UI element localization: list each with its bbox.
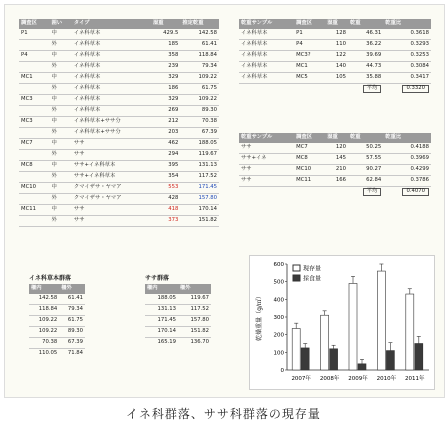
table-cell: 142.58 xyxy=(29,294,59,305)
grass-community-total-row xyxy=(29,349,85,360)
cell-type: イネ科草本 xyxy=(72,51,151,62)
table-cell: 109.22 xyxy=(29,327,59,338)
table-row xyxy=(239,165,431,176)
table-cell: 0.3253 xyxy=(383,51,431,62)
cell-fence: 外 xyxy=(50,106,72,117)
table-row xyxy=(19,95,219,106)
table-row xyxy=(239,143,431,154)
cell-fence: 中 xyxy=(50,73,72,84)
table-cell: 188.05 xyxy=(145,294,178,305)
table-row xyxy=(29,305,85,316)
cell-type: ササ+イネ科草本 xyxy=(72,172,151,183)
table-cell: イネ科草本 xyxy=(239,29,294,40)
cell-type: ササ xyxy=(72,139,151,150)
header-wet: 湿重 xyxy=(151,19,180,29)
cell-type: ササ xyxy=(72,150,151,161)
cell-plot xyxy=(19,150,50,161)
cell-dry: 118.84 xyxy=(180,51,219,62)
cell-wet: 418 xyxy=(151,205,180,216)
header-ratio: 乾重比 xyxy=(383,133,431,143)
total-outside: 71.84 xyxy=(59,349,85,360)
header-dry: 乾重 xyxy=(348,133,383,143)
cell-plot: MC3 xyxy=(19,95,50,106)
table-cell: 0.3618 xyxy=(383,29,431,40)
table-cell: 61.75 xyxy=(59,316,85,327)
table-cell: 171.45 xyxy=(145,316,178,327)
table-row xyxy=(19,29,219,40)
y-axis-label: 乾燥重量（g/㎡） xyxy=(256,293,263,341)
table-cell: P1 xyxy=(294,29,325,40)
table-cell: 151.82 xyxy=(178,327,211,338)
data-sheet xyxy=(4,4,445,398)
table-row xyxy=(29,294,85,305)
sasa-table-header xyxy=(239,133,431,143)
table-row xyxy=(239,176,431,187)
cell-plot: MC3 xyxy=(19,117,50,128)
table-row xyxy=(239,40,431,51)
cell-dry: 188.05 xyxy=(180,139,219,150)
x-tick-label: 2009年 xyxy=(348,376,368,382)
cell-dry: 70.38 xyxy=(180,117,219,128)
cell-type: イネ科草本 xyxy=(72,40,151,51)
cell-fence: 外 xyxy=(50,194,72,205)
grass-table-header xyxy=(239,19,431,29)
cell-fence: 外 xyxy=(50,172,72,183)
sasa-community-title: ササ群落 xyxy=(145,275,170,282)
table-cell: 57.55 xyxy=(348,154,383,165)
table-cell: 157.80 xyxy=(178,316,211,327)
cell-type: ササ+イネ科草本 xyxy=(72,161,151,172)
header-sample: 乾重サンプル xyxy=(239,133,294,143)
average-value: 0.3320 xyxy=(402,85,429,92)
table-cell: 131.13 xyxy=(145,305,178,316)
legend-label-standing-crop: 現存量 xyxy=(303,265,322,273)
x-tick-label: 2011年 xyxy=(405,376,425,382)
cell-fence: 外 xyxy=(50,216,72,227)
table-row xyxy=(19,106,219,117)
cell-wet: 203 xyxy=(151,128,180,139)
table-cell: 118.84 xyxy=(29,305,59,316)
cell-fence: 外 xyxy=(50,62,72,73)
cell-wet: 329 xyxy=(151,95,180,106)
table-cell: 44.73 xyxy=(348,62,383,73)
table-cell: 119.67 xyxy=(178,294,211,305)
header-plot: 調査区 xyxy=(294,133,325,143)
sasa-average-row xyxy=(239,187,431,198)
table-cell: 0.3969 xyxy=(383,154,431,165)
cell-fence: 中 xyxy=(50,117,72,128)
table-cell: イネ科草本 xyxy=(239,51,294,62)
header-wet: 湿重 xyxy=(325,19,348,29)
cell-plot: MC11 xyxy=(19,205,50,216)
header-outside-fence: 柵外 xyxy=(59,284,85,294)
table-cell: 0.4188 xyxy=(383,143,431,154)
table-cell: 0.3786 xyxy=(383,176,431,187)
cell-wet: 428 xyxy=(151,194,180,205)
cell-plot xyxy=(19,40,50,51)
table-row xyxy=(19,73,219,84)
legend-swatch-standing-crop xyxy=(293,265,300,271)
table-row xyxy=(19,51,219,62)
sasa-community-header xyxy=(145,284,211,294)
cell-wet: 354 xyxy=(151,172,180,183)
average-value: 0.4070 xyxy=(402,188,429,195)
cell-dry: 117.52 xyxy=(180,172,219,183)
legend-swatch-grazed xyxy=(293,275,300,281)
bar-grazed xyxy=(415,344,423,371)
cell-wet: 239 xyxy=(151,62,180,73)
header-outside-fence: 柵外 xyxy=(178,284,211,294)
table-row xyxy=(19,117,219,128)
table-cell: 36.22 xyxy=(348,40,383,51)
y-tick-label: 300 xyxy=(273,315,284,321)
header-ratio: 乾重比 xyxy=(383,19,431,29)
cell-dry: 109.22 xyxy=(180,95,219,106)
total-inside: 110.05 xyxy=(29,349,59,360)
table-cell: 166 xyxy=(325,176,348,187)
table-row xyxy=(19,62,219,73)
x-tick-label: 2007年 xyxy=(291,376,311,382)
table-cell: 145 xyxy=(325,154,348,165)
cell-fence: 中 xyxy=(50,51,72,62)
bar-standing-crop xyxy=(406,294,414,370)
cell-plot xyxy=(19,172,50,183)
cell-type: イネ科草本+ササ分 xyxy=(72,128,151,139)
header-fence: 囲い xyxy=(50,19,72,29)
table-cell: イネ科草本 xyxy=(239,62,294,73)
cell-fence: 外 xyxy=(50,40,72,51)
sasa-dry-ratio-table xyxy=(239,133,431,197)
table-row xyxy=(19,128,219,139)
cell-fence: 外 xyxy=(50,150,72,161)
y-tick-label: 600 xyxy=(273,262,284,268)
cell-dry: 61.41 xyxy=(180,40,219,51)
cell-dry: 109.22 xyxy=(180,73,219,84)
bar-standing-crop xyxy=(377,271,385,370)
table-cell: MC11 xyxy=(294,176,325,187)
header-wet: 湿重 xyxy=(325,133,348,143)
header-inside-fence: 柵内 xyxy=(29,284,59,294)
table-cell: 35.88 xyxy=(348,73,383,84)
table-cell: イネ科草本 xyxy=(239,40,294,51)
total-outside: 136.70 xyxy=(178,338,211,349)
table-cell: MC8 xyxy=(294,154,325,165)
cell-plot xyxy=(19,84,50,95)
cell-type: ササ xyxy=(72,216,151,227)
header-dry: 乾重 xyxy=(348,19,383,29)
cell-dry: 171.45 xyxy=(180,183,219,194)
bar-standing-crop xyxy=(321,315,329,370)
cell-type: クマイザサ・ヤマア xyxy=(72,194,151,205)
cell-dry: 142.58 xyxy=(180,29,219,40)
cell-type: イネ科草本 xyxy=(72,62,151,73)
average-label: 平均 xyxy=(363,85,382,92)
table-cell: MC10 xyxy=(294,165,325,176)
cell-type: イネ科草本 xyxy=(72,29,151,40)
table-cell: イネ科草本 xyxy=(239,73,294,84)
bar-standing-crop xyxy=(349,283,357,370)
table-cell: ササ+イネ xyxy=(239,154,294,165)
header-plot: 調査区 xyxy=(19,19,50,29)
y-tick-label: 200 xyxy=(273,332,284,339)
table-cell: 128 xyxy=(325,29,348,40)
cell-fence: 中 xyxy=(50,29,72,40)
cell-fence: 中 xyxy=(50,139,72,150)
cell-wet: 269 xyxy=(151,106,180,117)
y-tick-label: 400 xyxy=(273,297,284,304)
table-cell: MC5 xyxy=(294,73,325,84)
biomass-table-header xyxy=(19,19,219,29)
cell-wet: 553 xyxy=(151,183,180,194)
cell-dry: 119.67 xyxy=(180,150,219,161)
table-cell: 62.84 xyxy=(348,176,383,187)
cell-type: イネ科草本 xyxy=(72,73,151,84)
cell-plot xyxy=(19,106,50,117)
table-row xyxy=(145,316,211,327)
cell-plot xyxy=(19,216,50,227)
cell-type: イネ科草本 xyxy=(72,95,151,106)
header-plot: 調査区 xyxy=(294,19,325,29)
header-dry: 推定乾重 xyxy=(180,19,219,29)
table-cell: 0.4299 xyxy=(383,165,431,176)
table-cell: 109.22 xyxy=(29,316,59,327)
grass-average-row xyxy=(239,84,431,95)
table-row xyxy=(19,150,219,161)
table-row xyxy=(19,139,219,150)
table-cell: 117.52 xyxy=(178,305,211,316)
table-cell: 67.39 xyxy=(59,338,85,349)
bar-standing-crop xyxy=(292,328,300,370)
cell-wet: 358 xyxy=(151,51,180,62)
cell-wet: 212 xyxy=(151,117,180,128)
cell-type: クマイザサ・ヤマア xyxy=(72,183,151,194)
table-row xyxy=(239,62,431,73)
table-row xyxy=(239,154,431,165)
figure-caption: イネ科群落、ササ科群落の現存量 xyxy=(126,407,321,421)
table-cell: 210 xyxy=(325,165,348,176)
legend-label-grazed: 採食量 xyxy=(303,275,322,283)
bar-grazed xyxy=(301,348,309,370)
table-row xyxy=(19,205,219,216)
table-cell: 0.3084 xyxy=(383,62,431,73)
table-cell: 50.25 xyxy=(348,143,383,154)
table-row xyxy=(19,40,219,51)
x-tick-label: 2010年 xyxy=(376,376,397,382)
table-cell: 61.41 xyxy=(59,294,85,305)
table-row xyxy=(19,161,219,172)
cell-plot: P1 xyxy=(19,29,50,40)
cell-fence: 外 xyxy=(50,84,72,95)
cell-plot xyxy=(19,128,50,139)
sasa-community-table xyxy=(145,284,211,348)
cell-wet: 186 xyxy=(151,84,180,95)
cell-type: イネ科草本 xyxy=(72,106,151,117)
table-row xyxy=(19,194,219,205)
table-cell: 79.34 xyxy=(59,305,85,316)
table-row xyxy=(29,316,85,327)
average-label: 平均 xyxy=(363,188,382,195)
table-cell: 70.38 xyxy=(29,338,59,349)
table-cell: 0.3417 xyxy=(383,73,431,84)
cell-plot: MC8 xyxy=(19,161,50,172)
header-type: タイプ xyxy=(72,19,151,29)
table-row xyxy=(29,327,85,338)
cell-wet: 373 xyxy=(151,216,180,227)
table-row xyxy=(29,338,85,349)
cell-fence: 中 xyxy=(50,95,72,106)
cell-plot: MC10 xyxy=(19,183,50,194)
table-cell: 140 xyxy=(325,62,348,73)
cell-fence: 中 xyxy=(50,183,72,194)
cell-dry: 157.80 xyxy=(180,194,219,205)
grass-community-header xyxy=(29,284,85,294)
cell-wet: 294 xyxy=(151,150,180,161)
table-row xyxy=(19,216,219,227)
table-cell: 89.30 xyxy=(59,327,85,338)
cell-dry: 89.30 xyxy=(180,106,219,117)
table-cell: 0.3293 xyxy=(383,40,431,51)
table-row xyxy=(19,172,219,183)
table-row xyxy=(145,305,211,316)
table-cell: MC7 xyxy=(294,143,325,154)
table-row xyxy=(239,73,431,84)
bar-grazed xyxy=(386,351,394,370)
table-row xyxy=(239,51,431,62)
cell-wet: 429.5 xyxy=(151,29,180,40)
table-cell: ササ xyxy=(239,176,294,187)
x-tick-label: 2008年 xyxy=(319,376,340,382)
cell-dry: 170.14 xyxy=(180,205,219,216)
table-row xyxy=(145,327,211,338)
cell-wet: 395 xyxy=(151,161,180,172)
cell-plot: MC1 xyxy=(19,73,50,84)
table-cell: 120 xyxy=(325,143,348,154)
table-cell: 39.69 xyxy=(348,51,383,62)
table-row xyxy=(145,294,211,305)
cell-dry: 61.75 xyxy=(180,84,219,95)
bar-grazed xyxy=(358,364,366,370)
total-inside: 165.19 xyxy=(145,338,178,349)
table-cell: 46.31 xyxy=(348,29,383,40)
grass-community-title: イネ科草本群落 xyxy=(29,275,71,282)
cell-dry: 131.13 xyxy=(180,161,219,172)
table-row xyxy=(19,84,219,95)
cell-plot xyxy=(19,194,50,205)
header-sample: 乾重サンプル xyxy=(239,19,294,29)
biomass-table xyxy=(19,19,219,227)
cell-plot: P4 xyxy=(19,51,50,62)
cell-wet: 329 xyxy=(151,73,180,84)
table-row xyxy=(19,183,219,194)
cell-fence: 外 xyxy=(50,128,72,139)
table-cell: ササ xyxy=(239,165,294,176)
table-cell: 105 xyxy=(325,73,348,84)
cell-wet: 185 xyxy=(151,40,180,51)
y-tick-label: 100 xyxy=(273,350,284,357)
sasa-community-total-row xyxy=(145,338,211,349)
cell-dry: 79.34 xyxy=(180,62,219,73)
cell-dry: 151.82 xyxy=(180,216,219,227)
cell-plot: MC7 xyxy=(19,139,50,150)
cell-fence: 中 xyxy=(50,161,72,172)
cell-wet: 462 xyxy=(151,139,180,150)
cell-plot xyxy=(19,62,50,73)
table-cell: 170.14 xyxy=(145,327,178,338)
table-cell: MC3? xyxy=(294,51,325,62)
cell-type: ササ xyxy=(72,205,151,216)
table-cell: 90.27 xyxy=(348,165,383,176)
biomass-bar-chart xyxy=(249,255,435,390)
header-inside-fence: 柵内 xyxy=(145,284,178,294)
table-cell: P4 xyxy=(294,40,325,51)
grass-community-table xyxy=(29,284,85,359)
table-cell: 110 xyxy=(325,40,348,51)
table-cell: ササ xyxy=(239,143,294,154)
table-cell: 122 xyxy=(325,51,348,62)
table-cell: MC1 xyxy=(294,62,325,73)
grass-dry-ratio-table xyxy=(239,19,431,94)
bar-grazed xyxy=(330,349,338,370)
table-row xyxy=(239,29,431,40)
cell-type: イネ科草本 xyxy=(72,84,151,95)
y-tick-label: 500 xyxy=(273,279,284,286)
cell-dry: 67.39 xyxy=(180,128,219,139)
cell-fence: 中 xyxy=(50,205,72,216)
cell-type: イネ科草本+ササ分 xyxy=(72,117,151,128)
y-tick-label: 0 xyxy=(280,368,284,374)
